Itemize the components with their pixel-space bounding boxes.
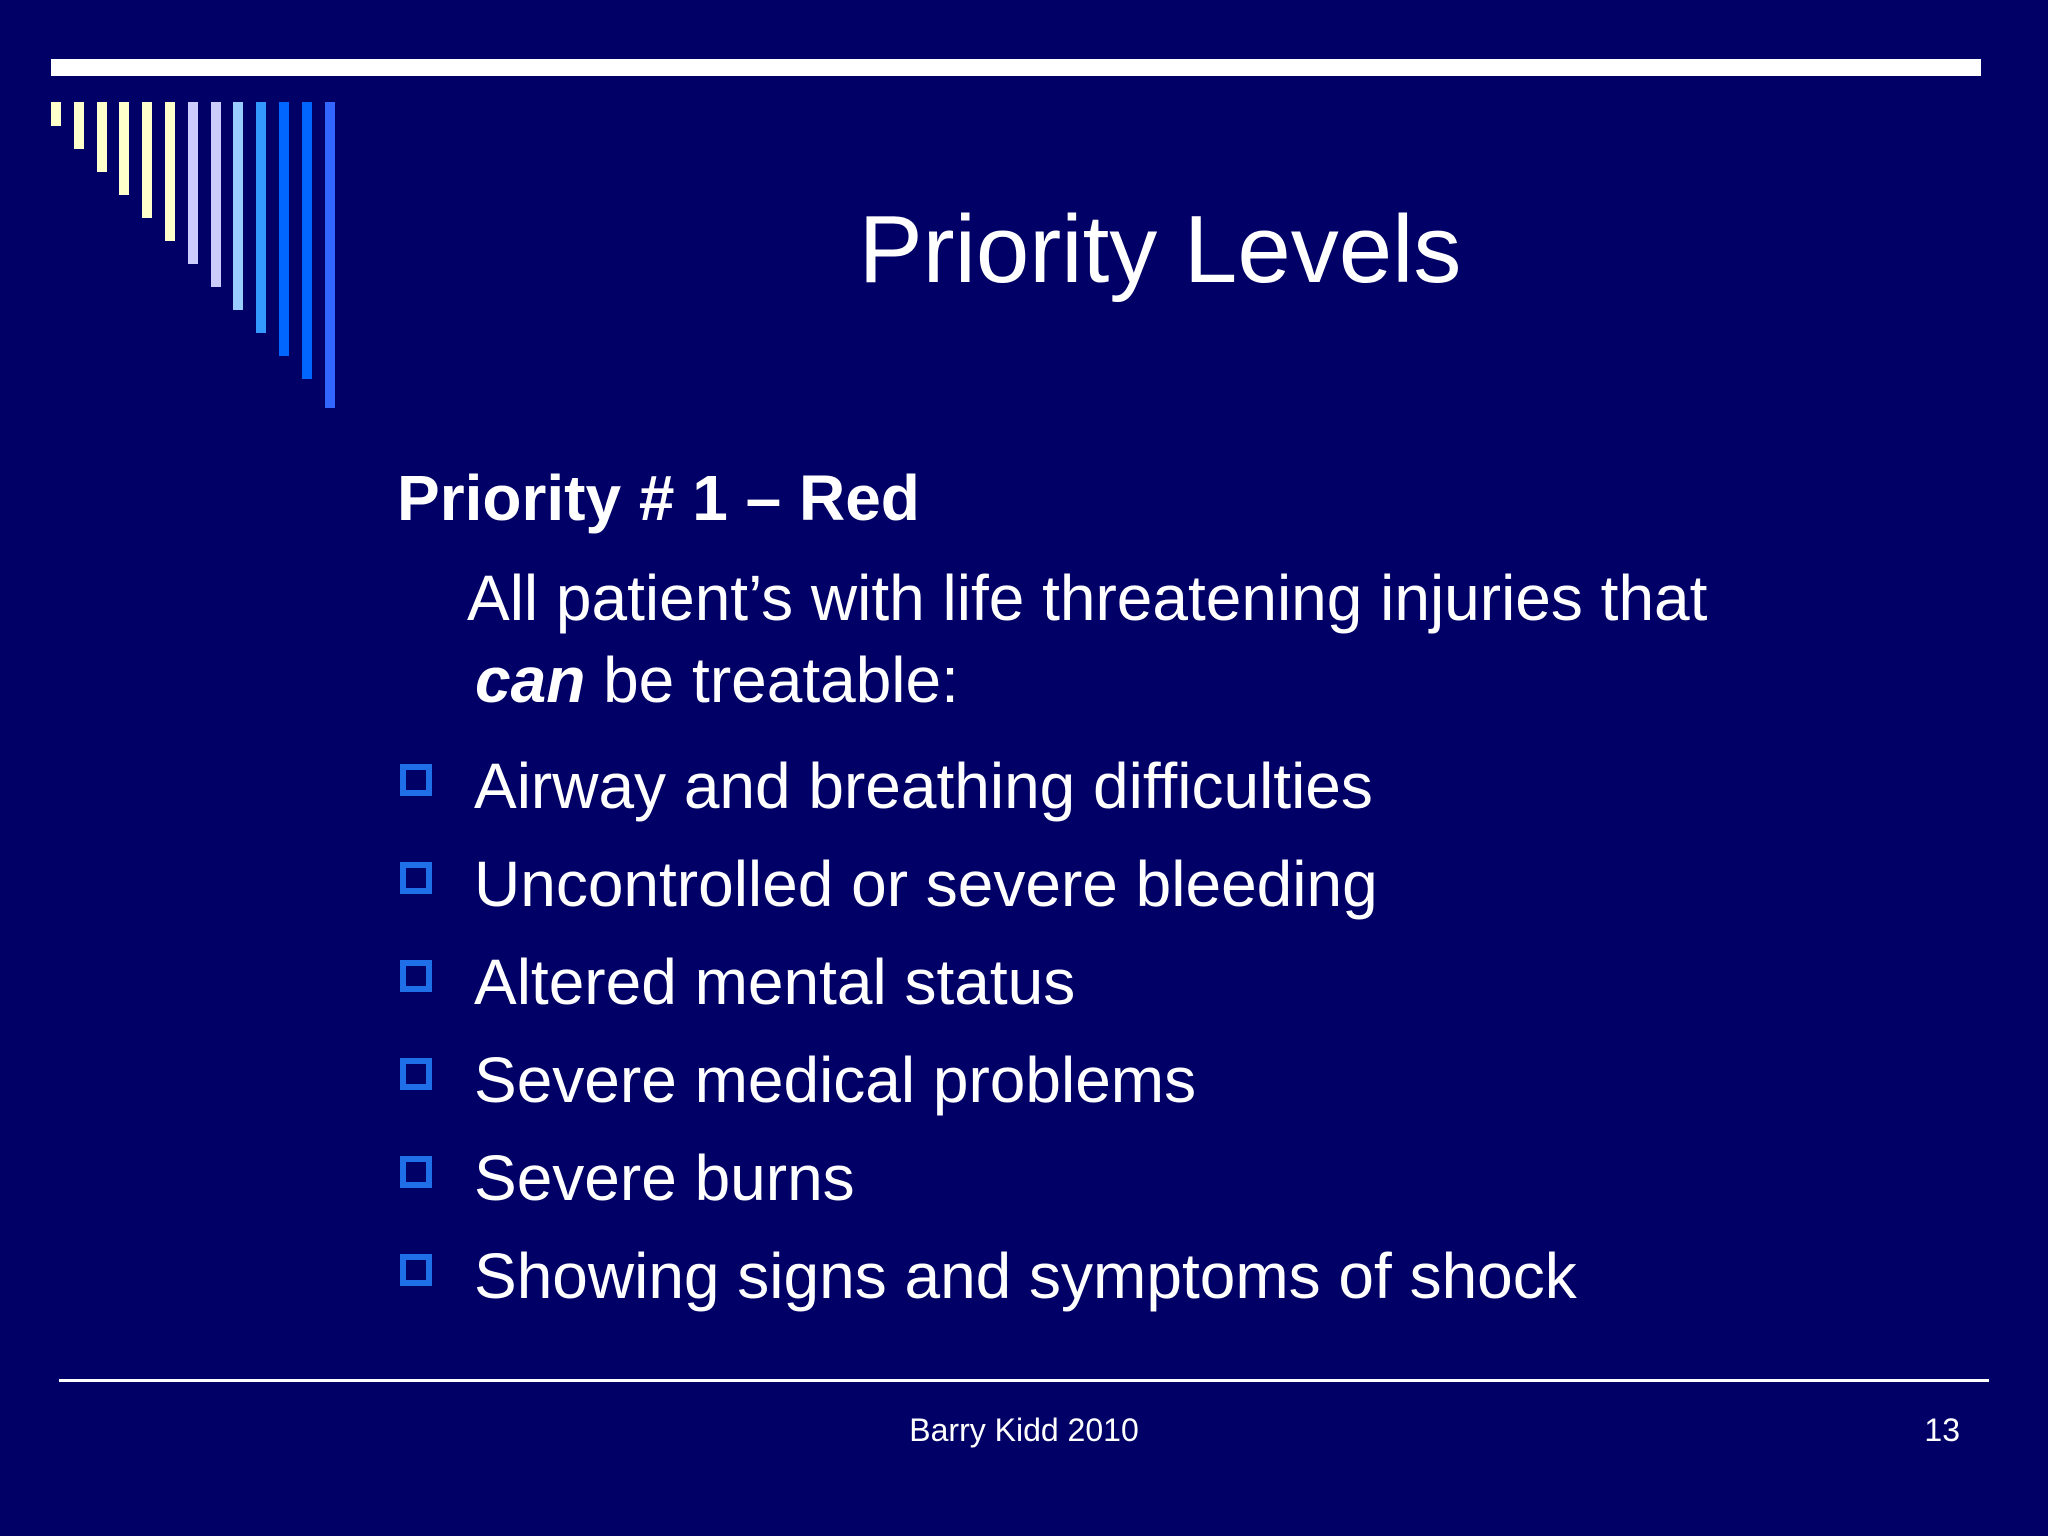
decorative-stripe [233,102,243,310]
list-item-text: Uncontrolled or severe bleeding [474,848,1378,920]
decorative-stripe [279,102,289,356]
list-item-text: Airway and breathing difficulties [474,750,1373,822]
square-bullet-icon [400,862,432,894]
intro-emphasis: can [475,644,586,716]
intro-line-2-rest: be treatable: [585,644,959,716]
list-item-text: Severe medical problems [474,1044,1197,1116]
decorative-stripe [165,102,175,241]
decorative-stripe [142,102,152,218]
priority-heading: Priority # 1 – Red [397,462,920,534]
bottom-divider-line [59,1379,1989,1382]
slide-number: 13 [1924,1412,1960,1448]
decorative-stripes [0,0,340,420]
decorative-stripe [211,102,221,287]
intro-line-2 [467,639,1867,721]
intro-paragraph [467,557,1867,721]
square-bullet-icon [400,960,432,992]
slide-title: Priority Levels [858,196,1462,303]
decorative-stripe [51,102,61,126]
top-divider-line [51,59,1981,76]
decorative-stripe [302,102,312,379]
square-bullet-icon [400,1058,432,1090]
decorative-stripe [97,102,107,172]
list-item-text: Severe burns [474,1142,855,1214]
list-item-text: Showing signs and symptoms of shock [474,1240,1577,1312]
decorative-stripe [188,102,198,264]
square-bullet-icon [400,1254,432,1286]
decorative-stripe [325,102,335,408]
intro-line-1: All patient’s with life threatening injuries that [467,562,1708,634]
square-bullet-icon [400,1156,432,1188]
decorative-stripe [74,102,84,149]
decorative-stripe [256,102,266,333]
list-item-text: Altered mental status [474,946,1076,1018]
footer-text: Barry Kidd 2010 [909,1412,1139,1448]
decorative-stripe [119,102,129,195]
square-bullet-icon [400,764,432,796]
